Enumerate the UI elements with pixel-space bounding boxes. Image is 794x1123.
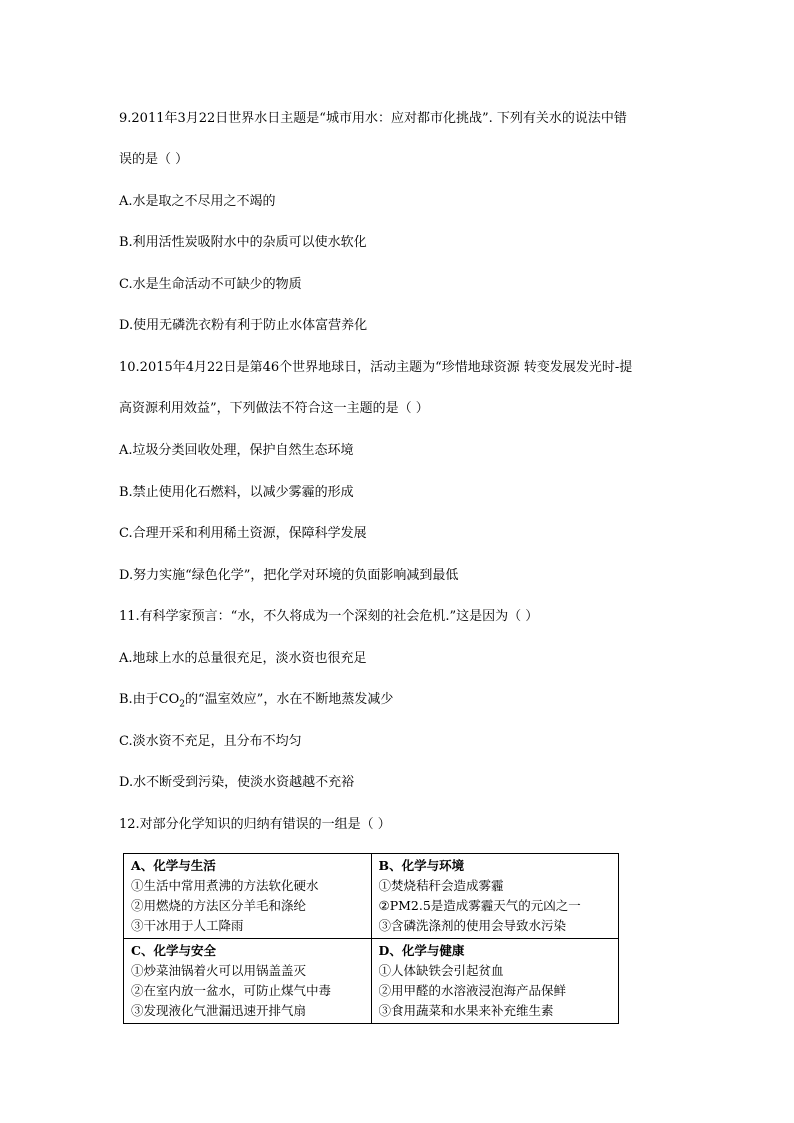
q9-option-b: B.利用活性炭吸附水中的杂质可以使水软化 [119,235,367,250]
cell-c-item-2: ②在室内放一盆水，可防止煤气中毒 [131,983,332,998]
q10-stem-line1: 10.2015年4月22日是第46个世界地球日，活动主题为“珍惜地球资源 转变发展发光时-提 [119,360,633,375]
q10-stem-line2: 高资源利用效益”，下列做法不符合这一主题的是（ ） [119,401,429,416]
q10-option-b: B.禁止使用化石燃料，以减少雾霾的形成 [119,485,354,500]
table-cell-d [371,939,619,1024]
cell-c-heading: C、化学与安全 [131,943,216,958]
q11-option-d: D.水不断受到污染，使淡水资越越不充裕 [119,775,355,790]
q9-stem-line2: 误的是（ ） [119,152,189,167]
table-cell-c [124,939,372,1024]
cell-b-heading: B、化学与环境 [378,858,465,873]
q9-option-c: C.水是生命活动不可缺少的物质 [119,277,302,292]
table-row [124,854,619,939]
q12-stem: 12.对部分化学知识的归纳有错误的一组是（ ） [119,817,391,832]
cell-a-heading: A、化学与生活 [131,858,216,873]
q11-option-c: C.淡水资不充足，且分布不均匀 [119,734,302,749]
cell-a-item-2: ②用燃烧的方法区分羊毛和涤纶 [131,898,307,913]
cell-d-item-1: ①人体缺铁会引起贫血 [378,963,504,978]
q10-option-a: A.垃圾分类回收处理，保护自然生态环境 [119,443,354,458]
cell-d-item-2: ②用甲醛的水溶液浸泡海产品保鲜 [378,983,567,998]
cell-b-item-3: ③含磷洗涤剂的使用会导致水污染 [378,918,567,933]
q11-option-b-pre: B.由于CO [119,692,180,707]
q9-option-d: D.使用无磷洗衣粉有利于防止水体富营养化 [119,318,368,333]
cell-c-item-3: ③发现液化气泄漏迅速开排气扇 [131,1003,307,1018]
q11-option-b [119,691,393,714]
q9-option-a: A.水是取之不尽用之不竭的 [119,194,276,209]
cell-d-item-3: ③食用蔬菜和水果来补充维生素 [378,1003,554,1018]
cell-b-item-2: ②PM2.5是造成雾霾天气的元凶之一 [378,898,581,913]
q11-option-a: A.地球上水的总量很充足，淡水资也很充足 [119,651,367,666]
q11-option-b-subscript: 2 [179,699,186,710]
table-cell-b [371,854,619,939]
q10-option-d: D.努力实施“绿色化学”，把化学对环境的负面影响减到最低 [119,568,459,583]
cell-a-item-1: ①生活中常用煮沸的方法软化硬水 [131,878,319,893]
q12-table [123,853,619,1024]
table-cell-a [124,854,372,939]
q11-stem: 11.有科学家预言：“水，不久将成为一个深刻的社会危机.”这是因为（ ） [119,609,539,624]
cell-c-item-1: ①炒菜油锅着火可以用锅盖盖灭 [131,963,307,978]
cell-a-item-3: ③干冰用于人工降雨 [131,918,244,933]
q10-option-c: C.合理开采和利用稀土资源，保障科学发展 [119,526,367,541]
q11-option-b-post: 的“温室效应”，水在不断地蒸发减少 [185,692,394,707]
cell-d-heading: D、化学与健康 [378,943,465,958]
table-row [124,939,619,1024]
cell-b-item-1: ①焚烧秸秆会造成雾霾 [378,878,504,893]
q9-stem-line1: 9.2011年3月22日世界水日主题是“城市用水：应对都市化挑战”. 下列有关水的说法中错 [119,111,627,126]
